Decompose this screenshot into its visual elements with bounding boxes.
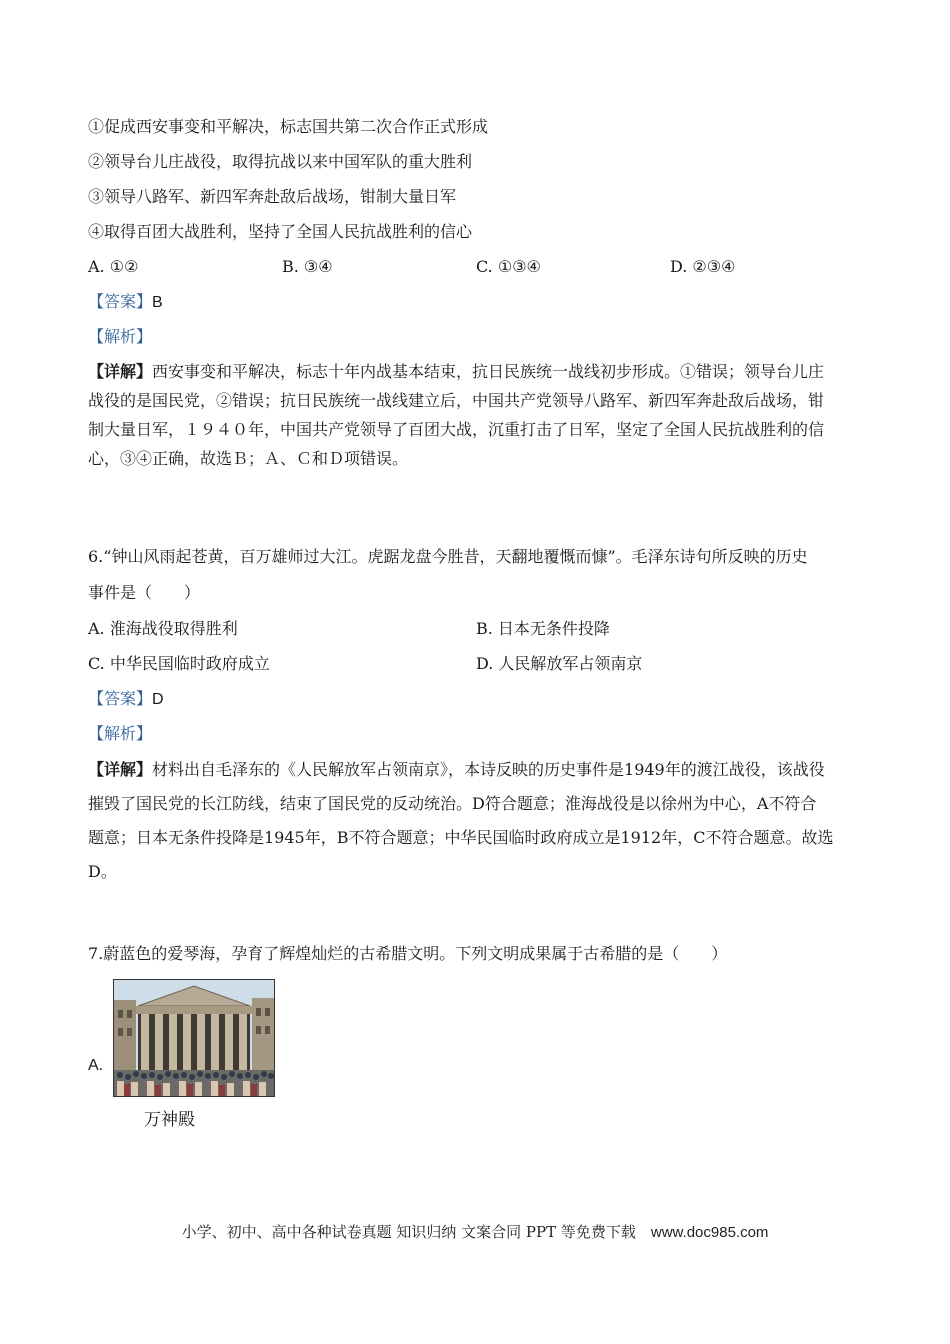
q5-item-3: ③领导八路军、新四军奔赴敌后战场，钳制大量日军 [88, 187, 457, 206]
q6-option-b: B. 日本无条件投降 [476, 619, 610, 638]
q5-answer [88, 292, 163, 313]
q5-option-c: C. ①③④ [476, 257, 541, 276]
detail-line: 心，③④正确，故选Ｂ；Ａ、Ｃ和Ｄ项错误。 [88, 449, 409, 468]
detail-line: 题意；日本无条件投降是1945年，B不符合题意；中华民国临时政府成立是1912年，C不符合题意。故选 [88, 828, 834, 847]
detail-label: 【详解】 [88, 760, 153, 779]
q7-option-a-label: A. [88, 1057, 104, 1074]
detail-line: 战役的是国民党，②错误；抗日民族统一战线建立后，中国共产党领导八路军、新四军奔赴敌后战场，钳 [88, 391, 825, 410]
q5-item-1: ①促成西安事变和平解决，标志国共第二次合作正式形成 [88, 117, 489, 136]
detail-line: D。 [88, 862, 117, 881]
q6-stem-line-2: 事件是（ ） [88, 583, 201, 602]
answer-label: 【答案】 [88, 292, 153, 311]
footer-url[interactable]: www.doc985.com [650, 1224, 769, 1241]
q7-option-a-caption: 万神殿 [144, 1110, 195, 1130]
page-footer [0, 1222, 950, 1243]
q5-item-2: ②领导台儿庄战役，取得抗战以来中国军队的重大胜利 [88, 152, 473, 171]
pantheon-image [113, 979, 275, 1097]
q5-item-4: ④取得百团大战胜利，坚持了全国人民抗战胜利的信心 [88, 222, 473, 241]
q6-analysis-label: 【解析】 [88, 724, 153, 743]
detail-line: 西安事变和平解决，标志十年内战基本结束，抗日民族统一战线初步形成。①错误；领导台儿庄 [152, 362, 825, 381]
detail-line: 摧毁了国民党的长江防线，结束了国民党的反动统治。D符合题意；淮海战役是以徐州为中心，A不符合 [88, 794, 817, 813]
answer-value: D [152, 691, 164, 708]
detail-line: 材料出自毛泽东的《人民解放军占领南京》，本诗反映的历史事件是1949年的渡江战役，该战役 [152, 760, 825, 779]
answer-label: 【答案】 [88, 689, 153, 708]
answer-value: B [152, 294, 163, 311]
q6-option-d: D. 人民解放军占领南京 [476, 654, 643, 673]
q7-stem: 7.蔚蓝色的爱琴海，孕育了辉煌灿烂的古希腊文明。下列文明成果属于古希腊的是（ ） [88, 944, 728, 963]
q5-option-b: B. ③④ [282, 257, 333, 276]
detail-line: 制大量日军，１９４０年，中国共产党领导了百团大战，沉重打击了日军，坚定了全国人民抗战胜利的信 [88, 420, 825, 439]
footer-text: 小学、初中、高中各种试卷真题 知识归纳 文案合同 PPT 等免费下载 [181, 1223, 651, 1241]
q5-option-d: D. ②③④ [670, 257, 736, 276]
q5-option-a: A. ①② [88, 257, 139, 276]
q6-option-c: C. 中华民国临时政府成立 [88, 654, 270, 673]
q6-option-a: A. 淮海战役取得胜利 [88, 619, 238, 638]
pantheon-illustration [114, 980, 274, 1096]
q6-stem-line-1: 6.“钟山风雨起苍黄，百万雄师过大江。虎踞龙盘今胜昔，天翻地覆慨而慷”。毛泽东诗句所反映的历史 [88, 547, 808, 566]
detail-label: 【详解】 [88, 362, 153, 381]
q5-detail [88, 362, 864, 469]
q5-analysis-label: 【解析】 [88, 327, 153, 346]
q6-answer [88, 689, 164, 710]
q6-detail [88, 760, 864, 882]
